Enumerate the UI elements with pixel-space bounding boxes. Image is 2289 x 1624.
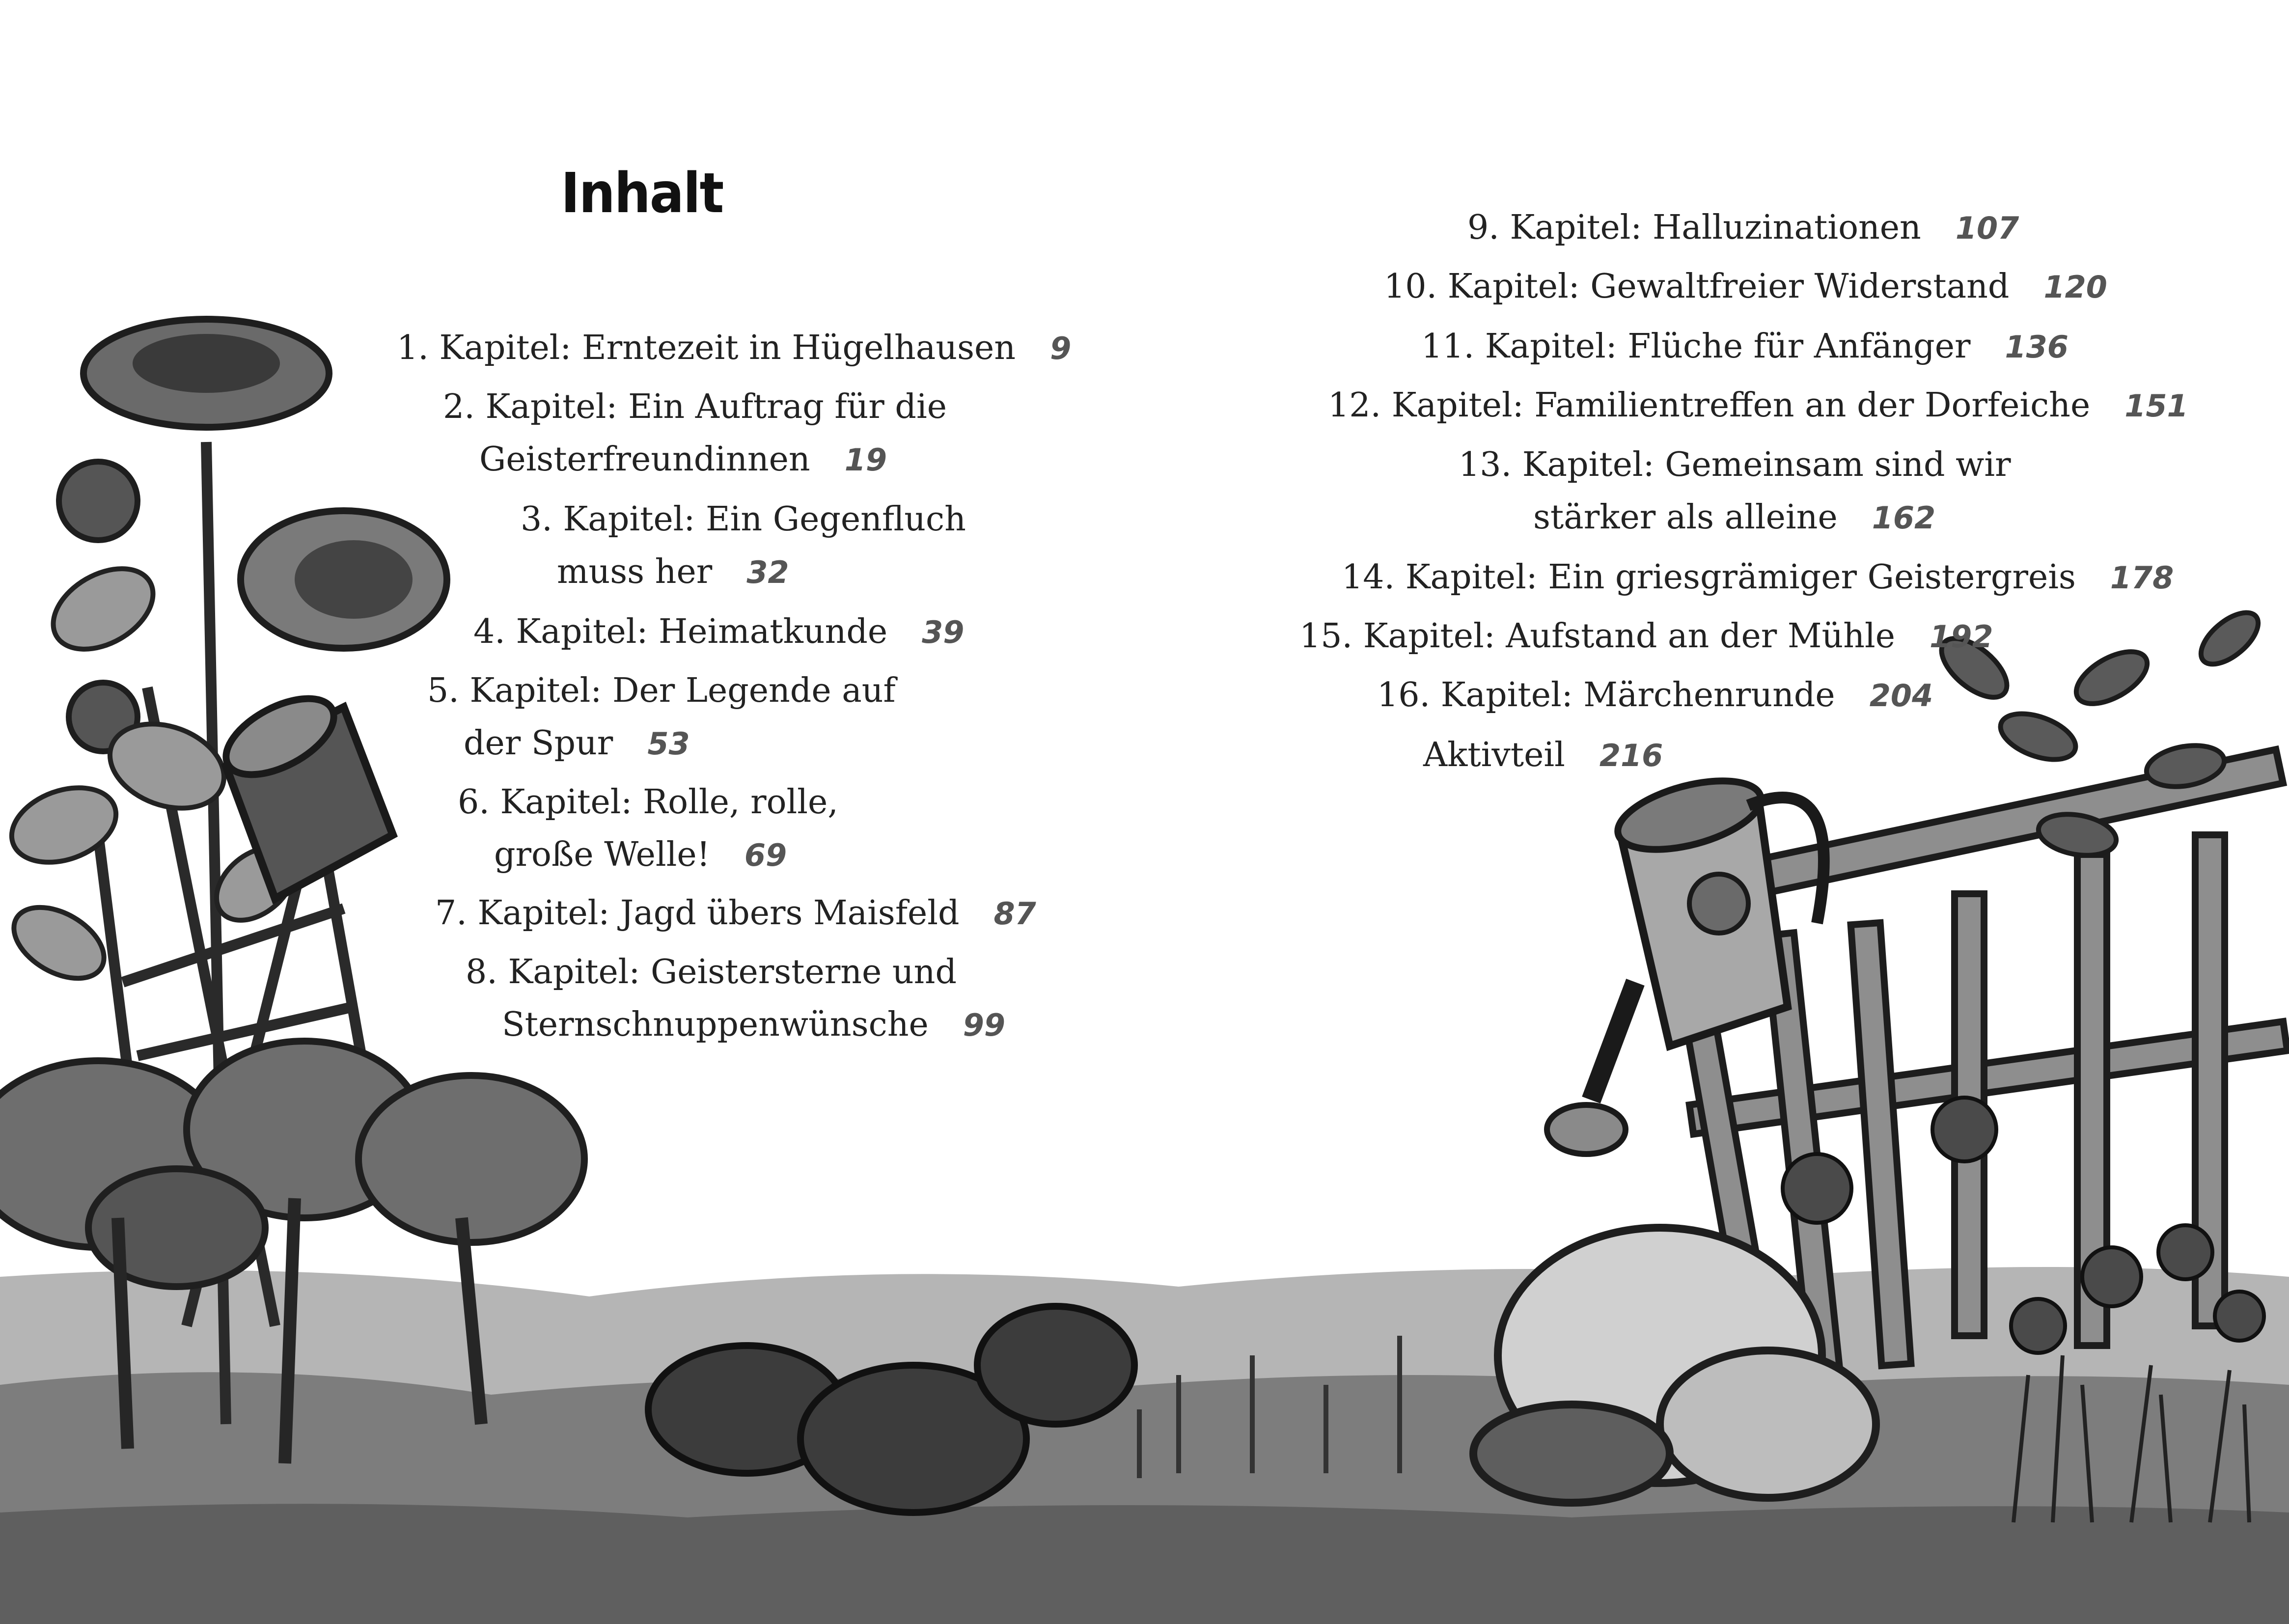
toc-entry-page: 178 <box>2110 560 2174 596</box>
toc-entry-title-cont: stärker als alleine <box>1533 498 1838 537</box>
toc-entry-chapter-7[interactable] <box>435 887 1036 940</box>
toc-entry-chapter-8[interactable] <box>466 946 1005 1051</box>
toc-entry-page: 107 <box>1955 210 2019 246</box>
toc-entry-title: 8. Kapitel: Geistersterne und <box>466 953 957 991</box>
toc-entry-title: 3. Kapitel: Ein Gegenfluch <box>521 500 966 539</box>
toc-entry-page: 99 <box>963 1007 1006 1043</box>
toc-entry-page: 19 <box>844 442 887 478</box>
toc-entry-page: 87 <box>993 896 1036 932</box>
toc-entry-aktivteil[interactable] <box>1423 729 1663 782</box>
toc-entry-chapter-1[interactable] <box>397 322 1071 375</box>
toc-entry-title: 1. Kapitel: Erntezeit in Hügelhausen <box>397 329 1016 367</box>
toc-entry-title: 2. Kapitel: Ein Auftrag für die <box>443 387 947 426</box>
toc-entry-title: 5. Kapitel: Der Legende auf <box>427 671 896 710</box>
toc-entry-title-cont: muss her <box>557 552 713 591</box>
toc-entry-page: 120 <box>2043 269 2107 305</box>
toc-entry-chapter-5[interactable] <box>427 664 896 770</box>
toc-entry-title: Aktivteil <box>1423 736 1565 774</box>
toc-entry-page: 9 <box>1050 330 1072 366</box>
toc-entry-page: 216 <box>1599 738 1663 773</box>
toc-entry-chapter-11[interactable] <box>1421 320 2068 373</box>
toc-entry-title-cont: der Spur <box>464 724 613 763</box>
toc-entry-page: 69 <box>744 837 787 873</box>
toc-entry-page: 151 <box>2124 388 2188 424</box>
ground-dark <box>0 1504 2289 1624</box>
toc-entry-title: 14. Kapitel: Ein griesgrämiger Geistergreis <box>1342 558 2076 597</box>
toc-entry-chapter-3[interactable] <box>521 493 966 599</box>
toc-entry-title-cont: Sternschnuppenwünsche <box>502 1005 929 1044</box>
toc-entry-page: 53 <box>647 726 690 762</box>
toc-entry-chapter-15[interactable] <box>1299 610 1993 663</box>
toc-entry-title: 11. Kapitel: Flüche für Anfänger <box>1421 327 1971 366</box>
toc-entry-title: 9. Kapitel: Halluzinationen <box>1467 208 1921 247</box>
toc-entry-page: 204 <box>1869 678 1933 714</box>
toc-entry-chapter-14[interactable] <box>1342 551 2174 604</box>
toc-title: Inhalt <box>561 161 723 225</box>
toc-entry-title: 12. Kapitel: Familientreffen an der Dorfeiche <box>1328 386 2091 425</box>
toc-entry-title: 16. Kapitel: Märchenrunde <box>1377 676 1835 715</box>
toc-entry-title: 7. Kapitel: Jagd übers Maisfeld <box>435 894 960 933</box>
toc-entry-title: 4. Kapitel: Heimatkunde <box>473 612 888 651</box>
toc-entry-title-cont: Geisterfreundinnen <box>479 440 810 479</box>
toc-entry-page: 32 <box>746 554 789 590</box>
toc-entry-page: 162 <box>1872 500 1936 536</box>
toc-entry-title: 6. Kapitel: Rolle, rolle, <box>458 783 838 822</box>
sunflower-heads <box>59 319 447 751</box>
toc-entry-page: 39 <box>922 614 965 650</box>
toc-entry-chapter-6[interactable] <box>458 776 838 881</box>
toc-entry-page: 136 <box>2005 329 2068 365</box>
toc-entry-page: 192 <box>1930 619 1993 655</box>
toc-entry-title: 13. Kapitel: Gemeinsam sind wir <box>1459 445 2011 484</box>
toc-entry-title-cont: große Welle! <box>494 835 710 874</box>
toc-entry-chapter-2[interactable] <box>443 381 947 486</box>
toc-entry-chapter-9[interactable] <box>1467 201 2019 254</box>
toc-entry-chapter-4[interactable] <box>473 606 964 659</box>
toc-entry-chapter-13[interactable] <box>1459 439 2011 544</box>
toc-entry-title: 10. Kapitel: Gewaltfreier Widerstand <box>1384 267 2010 306</box>
toc-entry-chapter-10[interactable] <box>1384 260 2107 313</box>
toc-entry-title: 15. Kapitel: Aufstand an der Mühle <box>1299 617 1896 656</box>
toc-entry-chapter-16[interactable] <box>1377 669 1933 722</box>
toc-entry-chapter-12[interactable] <box>1328 379 2188 432</box>
